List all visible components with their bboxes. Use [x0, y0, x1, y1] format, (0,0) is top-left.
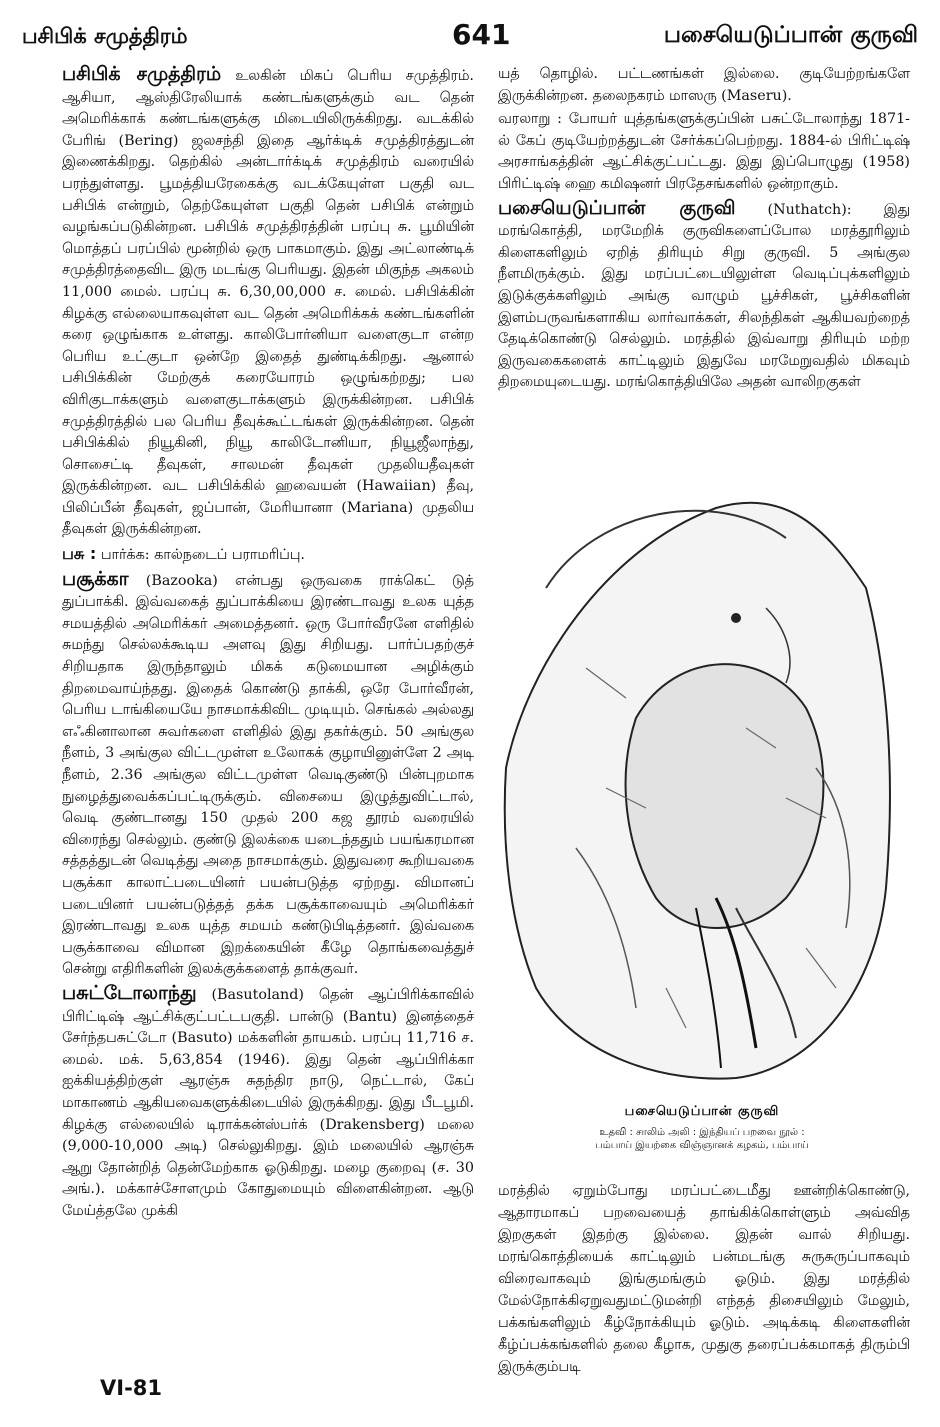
entry-text: (Nuthatch): இது மரங்கொத்தி, மரமேறிக் குருவிகளைப்போல மரத்தூரிலும் கிளைகளிலும் ஏறித் திரியும் சிறு குருவி. 5 அங்குல நீளமிருக்கும். இது மரப்பட்டையிலுள்ள வெடிப்புக்களிலும் இடுக்குக்களிலும் அங்கு வாழும் பூச்சிகள், பூச்சிகளின் இளம்பருவங்களாகிய லார்வாக்கள், சிலந்திகள் ஆகியவற்றைத் தேடிக்கொண்டு செல்லும். மரத்தில் இவ்வாறு திரியும் மற்ற இருவகைகளைக் காட்டிலும் இதுவே மரமேறுவதில் மிகவும் திறமையுடையது. மரங்கொத்தியிலே அதன் வாலிறகுகள் — [498, 201, 910, 391]
page-header — [22, 18, 918, 58]
nuthatch-continuation: மரத்தில் ஏறும்போது மரப்பட்டைமீது ஊன்றிக்கொண்டு, ஆதாரமாகப் பறவையைத் தாங்கிக்கொள்ளும் அவ்வித இறகுகள் இதற்கு இல்லை. இதன் வால் சிறியது. மரங்கொத்தியைக் காட்டிலும் பன்மடங்கு சுருசுருப்பாகவும் விரைவாகவும் இங்குமங்கும் ஓடும். இது மரத்தில் மேல்நோக்கிஏறுவதுமட்டுமன்றி எந்தத் திசையிலும் மேலும், பக்கங்களிலும் கீழ்நோக்கியும் ஓடும். அடிக்கடி கிளைகளின் கீழ்ப்பக்கங்களில் தலை கீழாக, முதுகு தரைப்பக்கமாகத் திரும்பி இருக்கும்படி — [498, 1183, 910, 1375]
left-column — [62, 64, 474, 1224]
right-column — [498, 64, 910, 396]
right-column-after-figure — [498, 1180, 910, 1378]
entry-basutoland — [62, 983, 474, 1223]
entry-text: பார்க்க: கால்நடைப் பராமரிப்பு. — [96, 547, 305, 564]
entry-text: (Bazooka) என்பது ஒருவகை ராக்கெட் டுத் துப்பாக்கி. இவ்வகைத் துப்பாக்கியை இரண்டாவது உலக யுத்த சமயத்தில் அமெரிக்கர் அமைத்தனர். ஒரு போர்வீரனே எளிதில் சுமந்து செல்லக்கூடிய அளவு இது சிறியது. பார்ப்பதற்குச் சிறியதாக இருந்தாலும் மிகக் கடுமையான அழிக்கும் திறமைவாய்ந்தது. இதைக் கொண்டு தாக்கி, ஒரே போர்வீரன், பெரிய டாங்கியையே நாசமாக்கிவிட முடியும். செங்கல் அல்லது எஃகினாலான சுவர்களை எளிதில் இது தகர்க்கும். 50 அங்குல நீளம், 3 அங்குல விட்டமுள்ள உலோகக் குழாயினுள்ளே 2 அடி நீளம், 2.36 அங்குல விட்டமுள்ள வெடிகுண்டு பின்புறமாக நுழைத்துவைக்கப்பட்டிருக்கும். விசையை இழுத்துவிட்டால், வெடி குண்டானது 150 முதல் 200 கஜ தூரம் வரையில் விரைந்து செல்லும். குண்டு இலக்கை யடைந்ததும் பயங்கரமான சத்தத்துடன் வெடித்து அதை நாசமாக்கும். இதுவரை கூறியவகை பசூக்கா காலாட்படையினர் பயன்படுத்த ஏற்றது. விமானப் படையினர் பயன்படுத்தத் தக்க பசூக்காவையும் அமெரிக்கர் இரண்டாவது உலக யுத்த சமயம் கண்டுபிடித்தனர். இவ்வகை பசூக்காவை விமான இறக்கையின் கீழே தொங்கவைத்துச் சென்று எதிரிகளின் இலக்குக்களைத் தாக்குவர். — [62, 572, 474, 978]
figure-caption — [486, 1104, 918, 1152]
nuthatch-illustration — [486, 468, 918, 1088]
entry-nuthatch — [498, 198, 910, 394]
entry-term: பசையெடுப்பான் குருவி — [498, 196, 736, 219]
entry-term: பசிபிக் சமுத்திரம் — [62, 63, 222, 85]
entry-term: பசு : — [62, 544, 97, 564]
signature-mark: VI-81 — [100, 1376, 163, 1400]
running-head-left: பசிபிக் சமுத்திரம் — [22, 24, 188, 48]
basutoland-history: வரலாறு : போயர் யுத்தங்களுக்குப்பின் பசுட்டோலாந்து 1871-ல் கேப் குடியேற்றத்துடன் சேர்க்கப்பெற்றது. 1884-ல் பிரிட்டிஷ் அரசாங்கத்தின் ஆட்சிக்குட்பட்டது. இது இப்பொழுது (1958) பிரிட்டிஷ் ஹை கமிஷனர் பிரதேசங்களில் ஒன்றாகும். — [498, 111, 910, 192]
entry-text: உலகின் மிகப் பெரிய சமுத்திரம். ஆசியா, ஆஸ்திரேலியாக் கண்டங்களுக்கும் வட தென் அமெரிக்காக் கண்டங்களுக்கு மிடையிலிருக்கிறது. வடக்கில் பேரிங் (Bering) ஜலசந்தி இதை ஆர்க்டிக் சமுத்திரத்துடன் இணைக்கிறது. தெற்கில் அன்டார்க்டிக் சமுத்திரம் வரையில் பரந்துள்ளது. பூமத்தியரேகைக்கு வடக்கேயுள்ள பகுதி வட பசிபிக் என்றும், தெற்கேயுள்ள பகுதி தென் பசிபிக் என்றும் வழங்கப்படுகின்றன. பசிபிக் சமுத்திரத்தின் பரப்பு சு. பூமியின் மொத்தப் பரப்பில் மூன்றில் ஒரு பாகமாகும். இது அட்லாண்டிக் சமுத்திரத்தைவிட இரு மடங்கு பெரியது. இதன் மிகுந்த அகலம் 11,000 மைல். பரப்பு சு. 6,30,00,000 ச. மைல். பசிபிக்கின் கிழக்கு எல்லையாகவுள்ள வட தென் அமெரிக்கக் கண்டங்களின் கரை ஒழுங்காக உள்ளது. காலிபோர்னியா வளைகுடா என்ற பெரிய உட்குடா ஒன்றே இதைத் துண்டிக்கிறது. ஆனால் பசிபிக்கின் மேற்குக் கரையோரம் ஒழுங்கற்றது; பல விரிகுடாக்களும் வளைகுடாக்களும் இருக்கின்றன. பசிபிக் சமுத்திரத்தில் பல பெரிய தீவுக்கூட்டங்கள் இருக்கின்றன. தென் பசிபிக்கில் நியூகினி, நியூ காலிடோனியா, நியூஜீலாந்து, சொசைட்டி தீவுகள், சாலமன் தீவுகள் முதலியதீவுகள் இருக்கின்றன. வட பசிபிக்கில் ஹவையன் (Hawaiian) தீவு, பிலிப்பீன் தீவுகள், ஜப்பான், மேரியானா (Mariana) முதலிய தீவுகள் இருக்கின்றன. — [62, 68, 474, 538]
basutoland-continuation: யத் தொழில். பட்டணங்கள் இல்லை. குடியேற்றங்களே இருக்கின்றன. தலைநகரம் மாஸரு (Maseru). — [498, 66, 910, 104]
entry-cow — [62, 543, 474, 567]
bird-sketch-icon — [486, 468, 918, 1088]
caption-credit-line-2: பம்பாய் இயற்கை விஞ்ஞானக் கழகம், பம்பாய் — [595, 1140, 809, 1151]
running-head-right: பசையெடுப்பான் குருவி — [663, 22, 918, 48]
entry-term: பசுட்டோலாந்து — [62, 981, 197, 1004]
entry-term: பசூக்கா — [62, 567, 129, 590]
caption-credit-line-1: உதவி : சாலிம் அலி : இந்தியப் பறவை நூல் : — [599, 1127, 805, 1138]
caption-credit — [486, 1126, 918, 1152]
entry-bazooka — [62, 569, 474, 981]
page-number: 641 — [452, 18, 511, 51]
entry-text: (Basutoland) தென் ஆப்பிரிக்காவில் பிரிட்டிஷ் ஆட்சிக்குட்பட்டபகுதி. பான்டு (Bantu) இனத்தைச் சேர்ந்தபசுட்டோ (Basuto) மக்களின் தாயகம். பரப்பு 11,716 ச. மைல். மக். 5,63,854 (1946). இது தென் ஆப்பிரிக்கா ஐக்கியத்திற்குள் ஆரஞ்சு சுதந்திர நாடு, நெட்டால், கேப் மாகாணம் ஆகியவைகளுக்கிடையில் இருக்கிறது. இது பீடபூமி. கிழக்கு எல்லையில் டிராக்கன்ஸ்பர்க் (Drakensberg) மலை (9,000-10,000 அடி) செல்லுகிறது. இம் மலையில் ஆரஞ்சு ஆறு தோன்றித் தென்மேற்காக ஓடுகிறது. மழை குறைவு (ச. 30 அங்.). மக்காச்சோளமும் கோதுமையும் விளைகின்றன. ஆடு மேய்த்தலே முக்கி — [62, 986, 474, 1219]
entry-pacific-ocean — [62, 64, 474, 541]
caption-title: பசையெடுப்பான் குருவி — [624, 1104, 780, 1119]
